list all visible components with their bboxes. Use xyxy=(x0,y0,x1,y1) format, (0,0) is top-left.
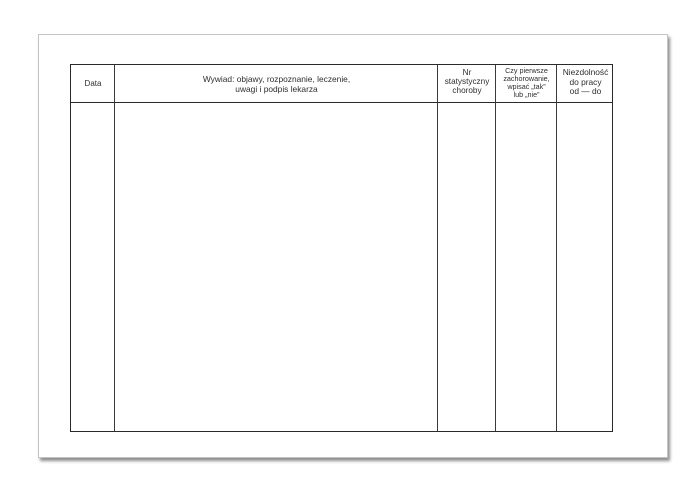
header-niezdolnosc xyxy=(557,65,614,102)
header-wywiad-line2: uwagi i podpis lekarza xyxy=(235,84,318,94)
header-nr-statystyczny xyxy=(438,65,496,102)
header-czy-line3: wpisać „tak” xyxy=(507,82,546,91)
column-divider xyxy=(556,65,557,431)
header-nr-line1: Nr xyxy=(462,68,472,77)
header-niez-line2: do pracy xyxy=(569,76,602,87)
header-czy-pierwsze xyxy=(496,65,557,102)
header-wywiad-line1: Wywiad: objawy, rozpoznanie, leczenie, xyxy=(202,74,351,84)
header-niez-line3: od — do xyxy=(569,86,602,97)
header-czy-line4: lub „nie” xyxy=(513,90,540,99)
header-czy-line2: zachorowanie, xyxy=(503,74,550,83)
record-table xyxy=(70,64,613,432)
header-divider xyxy=(71,102,612,103)
column-divider xyxy=(437,65,438,431)
header-czy-line1: Czy pierwsze xyxy=(505,66,548,75)
column-divider xyxy=(495,65,496,431)
column-divider xyxy=(114,65,115,431)
header-niez-line1: Niezdolność xyxy=(562,67,609,77)
header-date-label: Data xyxy=(84,79,102,88)
header-nr-line2: statystyczny xyxy=(444,77,490,86)
form-sheet xyxy=(38,34,668,458)
header-wywiad xyxy=(115,65,438,102)
header-date xyxy=(71,65,115,102)
header-nr-line3: choroby xyxy=(452,86,482,95)
